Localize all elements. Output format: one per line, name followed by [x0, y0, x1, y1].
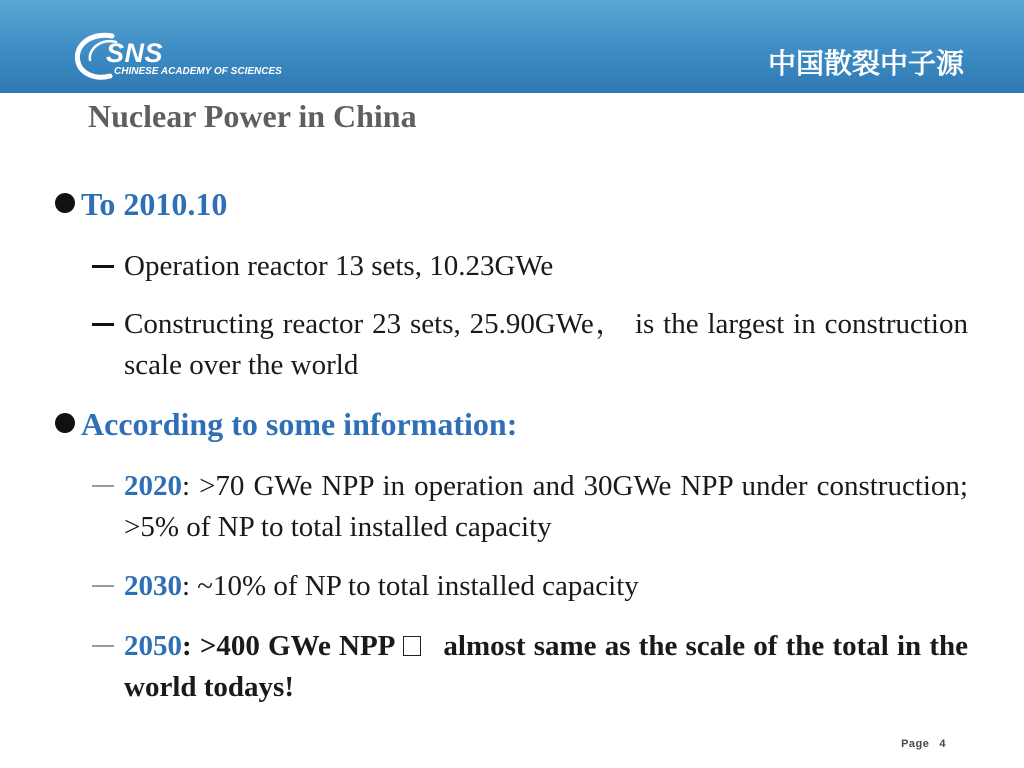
item-text: : >70 GWe NPP in operation and 30GWe NPP under construction; >5% of NP to total installed capacity: [124, 470, 968, 543]
missing-glyph-box-icon: [403, 636, 421, 656]
bullet-heading: [55, 406, 517, 443]
list-item-text: [124, 466, 968, 548]
page-label: Page: [901, 738, 930, 750]
bullet-heading: [55, 186, 227, 223]
logo-mark-text: SNS: [106, 38, 164, 68]
year-label: 2020: [124, 470, 182, 502]
year-label: 2030: [124, 570, 182, 602]
item-text: : >400 GWe NPP: [182, 630, 396, 662]
item-text: almost same as the scale of the total in the world todays!: [124, 630, 968, 703]
sns-logo: [70, 28, 290, 84]
dash-icon: [92, 265, 114, 268]
page-number-value: 4: [939, 738, 946, 750]
list-item: [92, 626, 968, 708]
bullet-heading-text: According to some information:: [81, 406, 518, 442]
list-item: [92, 304, 968, 386]
slide-title: Nuclear Power in China: [88, 98, 417, 134]
chinese-title: 中国散裂中子源: [767, 47, 964, 80]
item-text: : ~10% of NP to total installed capacity: [182, 570, 639, 602]
dash-icon: [92, 585, 114, 587]
bullet-heading-text: To 2010.10: [81, 186, 228, 222]
list-item: [92, 466, 968, 548]
slide-header-band: [0, 0, 1024, 93]
list-item-text: [124, 626, 968, 708]
logo-subtitle: CHINESE ACADEMY OF SCIENCES: [114, 66, 282, 77]
list-item-text: Operation reactor 13 sets, 10.23GWe: [124, 250, 554, 282]
dash-icon: [92, 323, 114, 326]
list-item-text: Constructing reactor 23 sets, 25.90GWe， is the largest in construction scale over the world: [124, 308, 968, 381]
list-item: [92, 566, 968, 607]
list-item: [92, 246, 968, 287]
dash-icon: [92, 485, 114, 487]
bullet-dot-icon: [55, 413, 75, 433]
page-number: [901, 738, 946, 750]
list-item-text: [124, 566, 968, 607]
bullet-dot-icon: [55, 193, 75, 213]
year-label: 2050: [124, 630, 182, 662]
dash-icon: [92, 645, 114, 647]
